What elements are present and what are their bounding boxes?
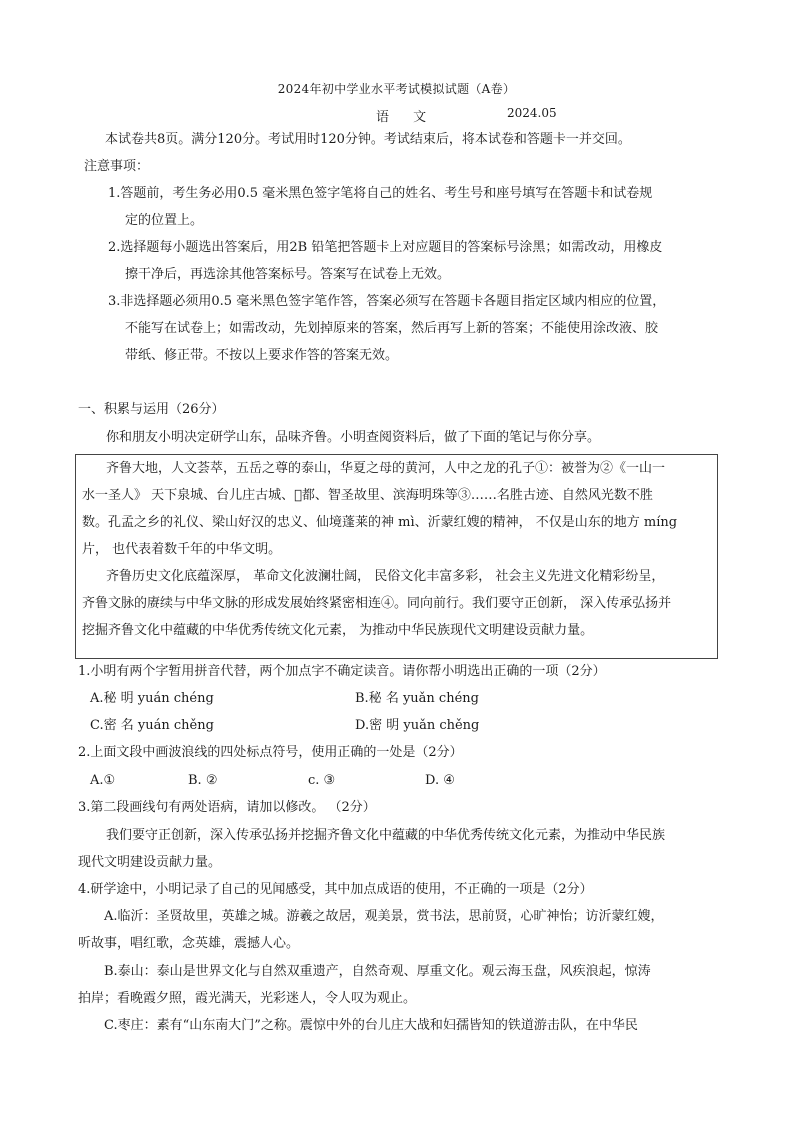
question-2-option-d[interactable]: D. ④ xyxy=(425,773,455,788)
passage-p1-line-2: 水一圣人》 天下泉城、台儿庄古城、𡌾都、智圣故里、滨海明珠等③……名胜古迹、自然风光数不胜 xyxy=(82,488,653,503)
passage-p1-line-1: 齐鲁大地，人文荟萃，五岳之尊的泰山，华夏之母的黄河，人中之龙的孔子①：被誉为②《一山一 xyxy=(106,461,666,476)
passage-p2-line-3: 挖掘齐鲁文化中蕴藏的中华优秀传统文化元素， 为推动中华民族现代文明建设贡献力量。 xyxy=(82,623,594,638)
passage-p1-line-4: 片， 也代表着数千年的中华文明。 xyxy=(82,542,282,557)
question-2-option-c[interactable]: c. ③ xyxy=(308,773,336,788)
question-4-option-a-line-2: 听故事，唱红歌，念英雄，震撼人心。 xyxy=(78,936,300,951)
passage-p1-line-3: 数。孔孟之乡的礼仪、梁山好汉的忠义、仙境蓬莱的神 mì、沂蒙红嫂的精神， 不仅是山东的地方 míng xyxy=(82,515,678,530)
question-4-option-b-line-2: 拍岸；看晚霞夕照，霞光满天，光彩迷人，令人叹为观止。 xyxy=(78,991,417,1006)
question-4-option-b-line-1: B.泰山：泰山是世界文化与自然双重遗产，自然奇观、厚重文化。观云海玉盘，风疾浪起，惊涛 xyxy=(104,964,651,979)
question-3-stem: 3.第二段画线句有两处语病，请加以修改。 （2分） xyxy=(78,800,376,815)
subject-line xyxy=(0,106,793,126)
reading-passage-box xyxy=(75,454,718,659)
question-1-option-c[interactable]: C.密 名 yuán chěng xyxy=(90,718,214,733)
notice-item-3-line-3: 带纸、修正带。不按以上要求作答的答案无效。 xyxy=(125,348,399,363)
question-1-option-a[interactable]: A.秘 明 yuán chéng xyxy=(90,691,214,706)
exam-title: 2024年初中学业水平考试模拟试题（A卷） xyxy=(277,82,516,96)
question-3-sentence-line-1: 我们要守正创新，深入传承弘扬并挖掘齐鲁文化中蕴藏的中华优秀传统文化元素，为推动中华民族 xyxy=(106,828,666,843)
question-4-option-a-line-1: A.临沂：圣贤故里，英雄之城。游羲之故居，观美景，赏书法，思前贤，心旷神怡；访沂蒙红嫂， xyxy=(104,909,664,924)
notice-item-1-line-2: 定的位置上。 xyxy=(125,213,204,228)
question-4-stem: 4.研学途中，小明记录了自己的见闻感受，其中加点成语的使用，不正确的一项是（2分） xyxy=(78,882,593,897)
question-4-option-c-line-1: C.枣庄：素有“山东南大门”之称。震惊中外的台儿庄大战和妇孺皆知的铁道游击队，在中华民 xyxy=(104,1018,638,1033)
notice-heading: 注意事项： xyxy=(84,159,150,174)
exam-date: 2024.05 xyxy=(507,106,557,120)
question-2-stem: 2.上面文段中画波浪线的四处标点符号，使用正确的一处是（2分） xyxy=(78,745,463,760)
notice-item-3-line-1: 3.非选择题必须用0.5 毫米黑色签字笔作答，答案必须写在答题卡各题目指定区域内相应的位置， xyxy=(108,294,666,309)
question-1-stem: 1.小明有两个字暂用拼音代替，两个加点字不确定读音。请你帮小明选出正确的一项（2分） xyxy=(78,664,606,679)
passage-p2-line-1: 齐鲁历史文化底蕴深厚， 革命文化波澜壮阔， 民俗文化丰富多彩， 社会主义先进文化精彩纷呈， xyxy=(106,569,665,584)
section-1-heading: 一、积累与运用（26分） xyxy=(78,402,225,417)
passage-p2-line-2: 齐鲁文脉的赓续与中华文脉的形成发展始终紧密相连④。同向前行。我们要守正创新， 深入传承弘扬并 xyxy=(82,596,672,611)
question-3-sentence-line-2: 现代文明建设贡献力量。 xyxy=(78,855,222,870)
notice-item-1-line-1: 1.答题前，考生务必用0.5 毫米黑色签字笔将自己的姓名、考生号和座号填写在答题卡和试卷规 xyxy=(108,186,653,201)
section-1-lead: 你和朋友小明决定研学山东，品味齐鲁。小明查阅资料后，做了下面的笔记与你分享。 xyxy=(106,430,601,445)
intro-text: 本试卷共8页。满分120分。考试用时120分钟。考试结束后，将本试卷和答题卡一并交回。 xyxy=(105,132,631,147)
question-2-option-a[interactable]: A.① xyxy=(90,773,116,788)
notice-item-2-line-1: 2.选择题每小题选出答案后，用2B 铅笔把答题卡上对应题目的答案标号涂黑；如需改动，用橡皮 xyxy=(108,240,663,255)
notice-item-2-line-2: 擦干净后，再选涂其他答案标号。答案写在试卷上无效。 xyxy=(125,267,451,282)
question-1-option-b[interactable]: B.秘 名 yuǎn chéng xyxy=(355,691,479,706)
notice-item-3-line-2: 不能写在试卷上；如需改动，先划掉原来的答案，然后再写上新的答案；不能使用涂改液、胶 xyxy=(125,321,659,336)
question-1-option-d[interactable]: D.密 明 yuǎn chěng xyxy=(355,718,480,733)
question-2-option-b[interactable]: B. ② xyxy=(188,773,218,788)
subject-name: 语 文 xyxy=(376,110,437,125)
